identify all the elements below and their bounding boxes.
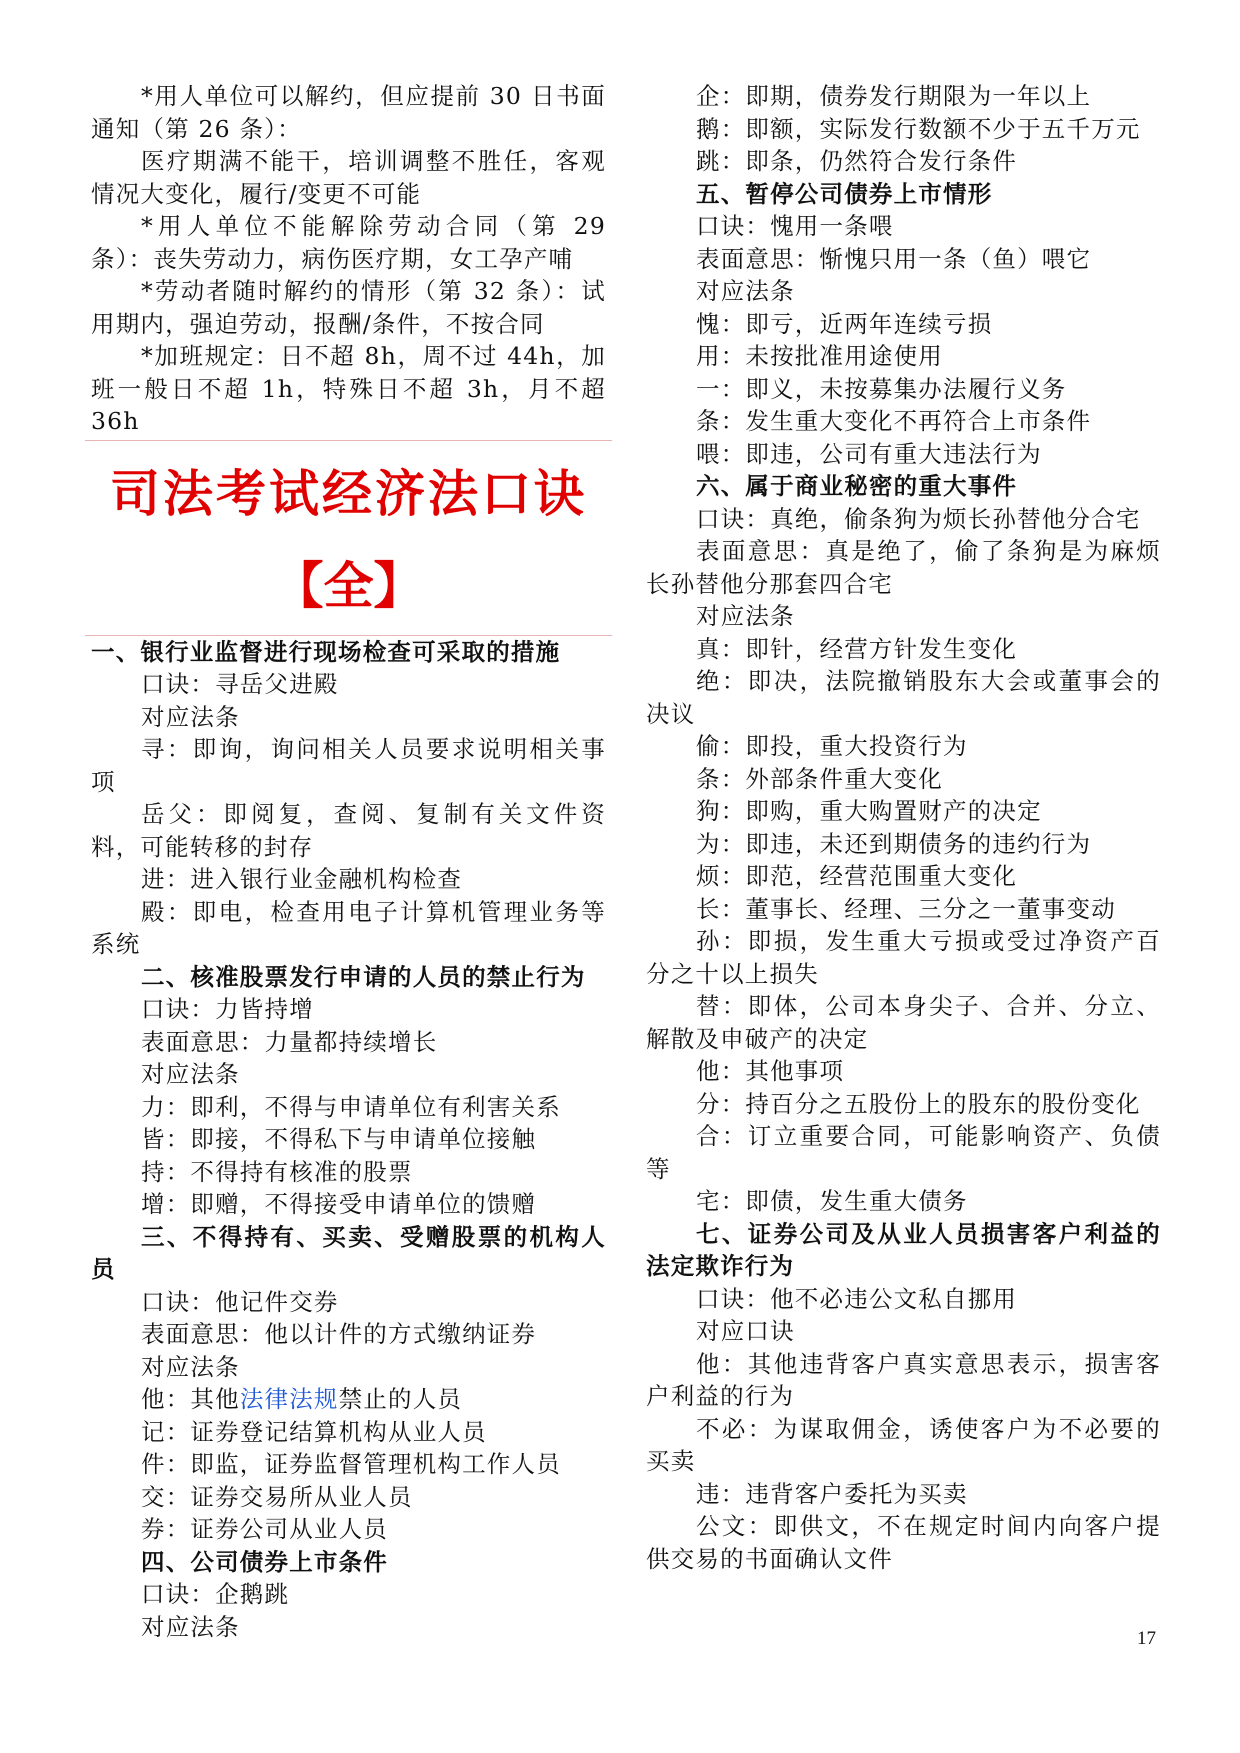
- section-heading: 七、证券公司及从业人员损害客户利益的法定欺诈行为: [646, 1219, 1161, 1280]
- body-line: 对应法条: [141, 1060, 240, 1088]
- body-line: 口诀：企鹅跳: [141, 1580, 290, 1608]
- section-heading: 四、公司债券上市条件: [141, 1547, 388, 1576]
- section-heading: 二、核准股票发行申请的人员的禁止行为: [141, 962, 586, 991]
- body-line: 进：进入银行业金融机构检查: [141, 865, 463, 893]
- body-line: 表面意思：他以计件的方式缴纳证券: [141, 1320, 537, 1348]
- body-line: 口诀：他不必违公文私自挪用: [696, 1284, 1018, 1313]
- body-line: 不必：为谋取佣金，诱使客户为不必要的买卖: [646, 1414, 1161, 1475]
- body-line: 宅：即债，发生重大债务: [696, 1187, 968, 1215]
- body-line: 对应法条: [141, 1352, 240, 1381]
- body-line: 力：即利，不得与申请单位有利害关系: [141, 1092, 561, 1121]
- body-line: 愧：即亏，近两年连续亏损: [696, 309, 993, 338]
- body-line: 替：即体，公司本身尖子、合并、分立、解散及申破产的决定: [646, 992, 1161, 1053]
- body-line: 表面意思：真是绝了，偷了条狗是为麻烦长孙替他分那套四合宅: [646, 537, 1161, 598]
- section-heading: 五、暂停公司债券上市情形: [696, 179, 993, 208]
- body-line: 口诀：他记件交券: [141, 1287, 339, 1316]
- body-line: 孙：即损，发生重大亏损或受过净资产百分之十以上损失: [646, 927, 1161, 988]
- body-line: 烦：即范，经营范围重大变化: [696, 862, 1018, 890]
- body-line: 狗：即购，重大购置财产的决定: [696, 797, 1042, 825]
- body-line: 公文：即供文，不在规定时间内向客户提供交易的书面确认文件: [646, 1512, 1161, 1573]
- body-line: 为：即违，未还到期债务的违约行为: [696, 829, 1092, 858]
- body-line: 交：证券交易所从业人员: [141, 1482, 413, 1511]
- body-line: 口诀：真绝，偷条狗为烦长孙替他分合宅: [696, 504, 1141, 533]
- body-line: 违：违背客户委托为买卖: [696, 1479, 968, 1508]
- law-link[interactable]: 法律法规: [239, 1385, 339, 1413]
- line-text: 他：其他: [141, 1385, 240, 1413]
- body-line: 长：董事长、经理、三分之一董事变动: [696, 894, 1116, 923]
- body-line: 医疗期满不能干，培训调整不胜任，客观情况大变化，履行/变更不可能: [91, 147, 606, 208]
- body-line: 一：即义，未按募集办法履行义务: [696, 374, 1067, 403]
- body-line: 他：其他事项: [696, 1057, 845, 1085]
- body-line: 增：即赠，不得接受申请单位的馈赠: [141, 1190, 537, 1218]
- body-line: *加班规定：日不超 8h，周不过 44h，加班一般日不超 1h，特殊日不超 3h，月不超 36h: [91, 342, 606, 435]
- body-line: 件：即监，证券监督管理机构工作人员: [141, 1450, 561, 1478]
- body-line: 跳：即条，仍然符合发行条件: [696, 147, 1018, 175]
- body-line: 鹅：即额，实际发行数额不少于五千万元: [696, 114, 1141, 143]
- body-line: 表面意思：力量都持续增长: [141, 1027, 438, 1056]
- divider-rule: [85, 440, 612, 441]
- body-line: 对应法条: [696, 602, 795, 630]
- line-text: 禁止的人员: [338, 1385, 463, 1413]
- body-line: *用人单位可以解约，但应提前 30 日书面通知（第 26 条）：: [91, 82, 606, 143]
- left-column: [91, 80, 606, 1643]
- body-line: 条：外部条件重大变化: [696, 764, 943, 793]
- section-heading: 一、银行业监督进行现场检查可采取的措施: [91, 637, 561, 666]
- body-line: 对应口诀: [696, 1317, 795, 1345]
- body-line: 对应法条: [141, 1612, 240, 1641]
- main-title: 司法考试经济法口诀: [110, 464, 587, 523]
- body-line: 他：其他违背客户真实意思表示，损害客户利益的行为: [646, 1349, 1161, 1410]
- body-line: 用：未按批准用途使用: [696, 342, 943, 370]
- section-heading: 三、不得持有、买卖、受赠股票的机构人员: [91, 1222, 606, 1283]
- body-line: 口诀：寻岳父进殿: [141, 670, 339, 698]
- body-line: *劳动者随时解约的情形（第 32 条）：试用期内，强迫劳动，报酬/条件，不按合同: [91, 277, 606, 338]
- body-line: 真：即针，经营方针发生变化: [696, 634, 1018, 663]
- body-line: *用人单位不能解除劳动合同（第 29 条）：丧失劳动力，病伤医疗期，女工孕产哺: [91, 212, 606, 273]
- section-heading: 六、属于商业秘密的重大事件: [696, 472, 1018, 500]
- body-line: 喂：即违，公司有重大违法行为: [696, 439, 1042, 468]
- body-line: 企：即期，债券发行期限为一年以上: [696, 82, 1092, 110]
- body-line: 皆：即接，不得私下与申请单位接触: [141, 1125, 537, 1153]
- body-line: 绝：即决，法院撤销股东大会或董事会的决议: [646, 667, 1161, 728]
- body-line: 寻：即询，询问相关人员要求说明相关事项: [91, 735, 606, 796]
- body-line: 偷：即投，重大投资行为: [696, 732, 968, 760]
- body-line: [91, 1383, 606, 1416]
- body-line: 合：订立重要合同，可能影响资产、负债等: [646, 1122, 1161, 1183]
- page-number: 17: [1137, 1628, 1156, 1649]
- body-line: 口诀：力皆持增: [141, 995, 314, 1023]
- body-line: 殿：即电，检查用电子计算机管理业务等系统: [91, 897, 606, 958]
- body-line: 岳父：即阅复，查阅、复制有关文件资料，可能转移的封存: [91, 800, 606, 861]
- body-line: 持：不得持有核准的股票: [141, 1157, 413, 1186]
- body-line: 分：持百分之五股份上的股东的股份变化: [696, 1089, 1141, 1118]
- body-line: 条：发生重大变化不再符合上市条件: [696, 407, 1092, 435]
- right-column: [646, 80, 1161, 1575]
- body-line: 口诀：愧用一条喂: [696, 212, 894, 240]
- body-line: 券：证券公司从业人员: [141, 1515, 388, 1543]
- body-line: 对应法条: [141, 702, 240, 731]
- body-line: 记：证券登记结算机构从业人员: [141, 1417, 487, 1446]
- body-line: 表面意思：惭愧只用一条（鱼）喂它: [696, 244, 1092, 273]
- title-suffix: 【全】: [273, 556, 424, 615]
- body-line: 对应法条: [696, 277, 795, 305]
